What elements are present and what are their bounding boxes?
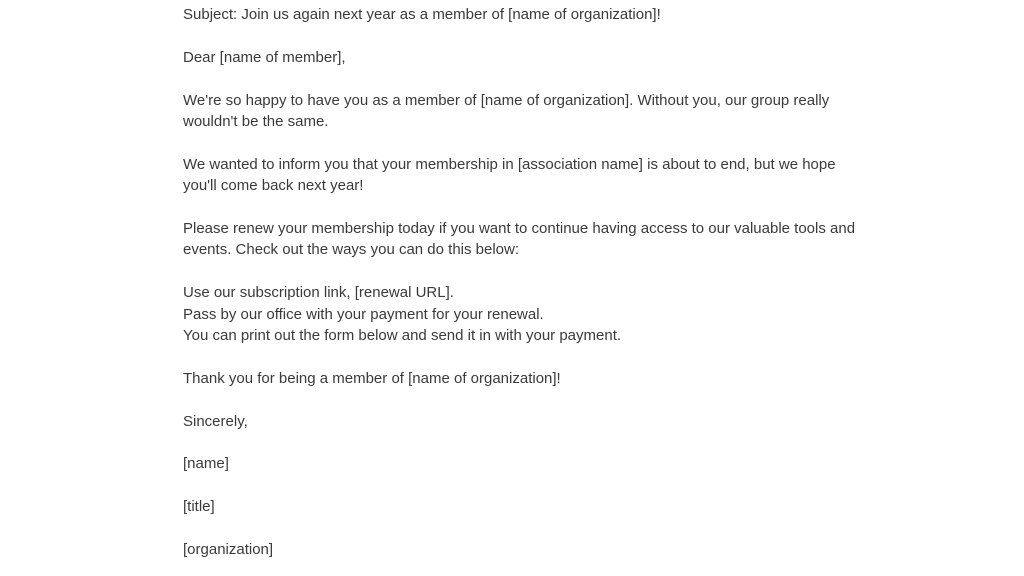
signature-title: [title] xyxy=(183,498,215,516)
signature-organization: [organization] xyxy=(183,541,274,558)
paragraph-intro: We're so happy to have you as a member of [name of organization]. Without you, our group really wouldn't be the same. xyxy=(183,91,830,130)
subject-line: Subject: Join us again next year as a member of [name of organization]! xyxy=(183,6,661,23)
greeting: Dear [name of member], xyxy=(183,48,346,66)
renewal-option: You can print out the form below and send it in with your payment. xyxy=(183,327,622,345)
closing: Sincerely, xyxy=(183,412,248,430)
renewal-options xyxy=(183,282,863,346)
signature-name: [name] xyxy=(183,455,229,473)
paragraph-renew-request: Please renew your membership today if you want to continue having access to our valuable tools and events. Check out the ways you can do this below: xyxy=(183,220,856,259)
renewal-option: Pass by our office with your payment for your renewal. xyxy=(183,305,544,323)
letter-body xyxy=(183,4,863,576)
paragraph-membership-ending: We wanted to inform you that your membership in [association name] is about to end, but we hope you'll come back next year! xyxy=(183,155,836,195)
renewal-option: Use our subscription link, [renewal URL]. xyxy=(183,284,454,302)
thank-you-line: Thank you for being a member of [name of organization]! xyxy=(183,369,561,387)
